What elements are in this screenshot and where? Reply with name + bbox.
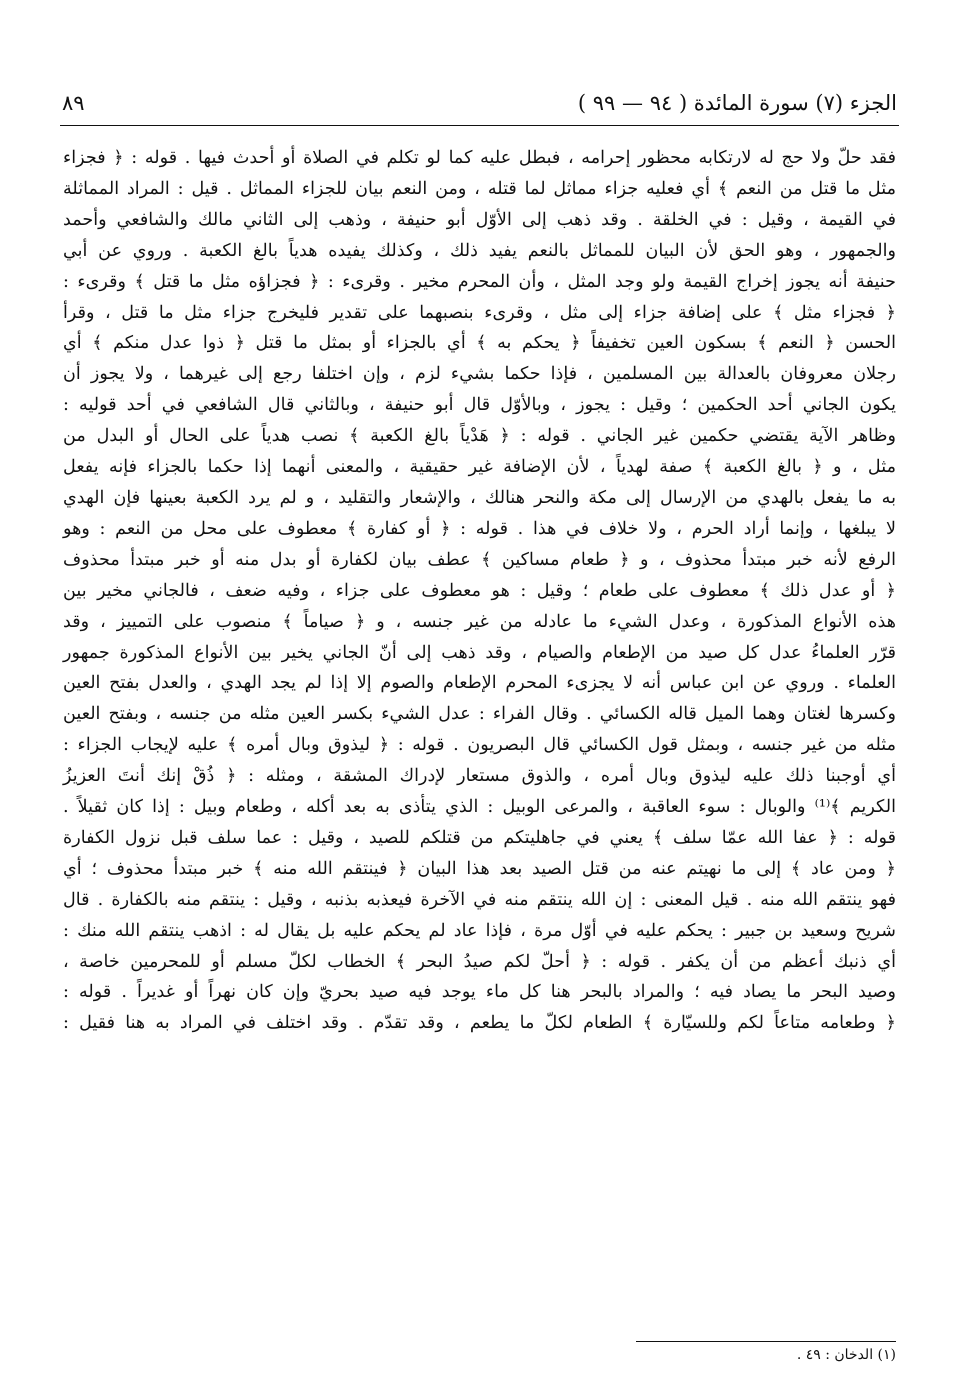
footnote-rule <box>636 1341 896 1342</box>
text-line: مثل ما قتل من النعم ﴾ أي فعليه جزاء مماثل لما قتله ، ومن النعم بيان للجزاء المماثل . قيل : المراد المماثلة <box>63 178 896 199</box>
text-line: الرفع لأنه خبر مبتدأ محذوف ، و ﴿ طعام مساكين ﴾ عطف بيان لكفارة أو بدل منه أو خبر مبتدأ محذوف <box>63 549 896 570</box>
text-line: لا يبلغها ، وإنما أراد الحرم ، ولا خلاف في هذا . قوله : ﴿ أو كفارة ﴾ معطوف على محل من النعم : وهو <box>63 518 896 539</box>
text-line: أي أوجبنا ذلك عليه ليذوق وبال أمره ، والذوق مستعار لإدراك المشقة ، ومثله : ﴿ ذُقْ إنك أنتَ العزيزُ <box>63 766 896 787</box>
text-line: ﴿ أو عدل ذلك ﴾ معطوف على طعام ؛ وقيل : هو معطوف على جزاء ، وفيه ضعف ، فالجاني مخير بين <box>63 580 896 601</box>
text-line: يكون الجاني أحد الحكمين ؛ وقيل : يجوز ، وبالأوّل قال أبو حنيفة ، وبالثاني قال الشافعي في أحد قوليه : <box>63 395 896 416</box>
text-line: الكريم ﴾⁽¹⁾ والوبال : سوء العاقبة ، والمرعى الوبيل : الذي يتأذى به بعد أكله ، وطعام وبيل : إذا كان ثقيلاً . <box>63 797 896 818</box>
text-line: ﴿ ومن عاد ﴾ إلى ما نهيتم عنه من قتل الصيد بعد هذا البيان ﴿ فينتقم الله منه ﴾ خبر مبتدأ محذوف ؛ أي <box>63 858 896 879</box>
text-line: وظاهر الآية يقتضي حكمين غير الجاني . قوله : ﴿ هَدْياً بالغ الكعبة ﴾ نصب هدياً على الحال أو البدل من <box>63 426 896 447</box>
running-title: الجزء (٧) سورة المائدة ( ٩٤ — ٩٩ ) <box>577 91 897 115</box>
text-line: في القيمة ، وقيل : في الخلقة . وقد ذهب إلى الأوّل أبو حنيفة ، وذهب إلى الثاني مالك والشافعي وأحمد <box>63 209 896 230</box>
text-line: قرّر العلماءُ عدل كل صيد من الإطعام والصيام ، وقد ذهب إلى أنّ الجاني يخير بين الأنواع المذكورة جمهور <box>63 642 896 663</box>
footnote: (١) الدخان : ٤٩ . <box>796 1347 896 1363</box>
text-line: والجمهور ، وهو الحق لأن البيان للمماثل بالنعم يفيد ذلك ، وكذلك يفيده هدياً بالغ الكعبة . وروي عن أبي <box>63 240 896 261</box>
text-line: مثله من غير جنسه ، وبمثل قول الكسائي قال البصريون . قوله : ﴿ ليذوق وبال أمره ﴾ عليه لإيجاب الجزاء : <box>63 735 896 756</box>
page-number: ٨٩ <box>62 91 85 115</box>
text-line: قوله : ﴿ عفا الله عمّا سلف ﴾ يعني في جاهليتكم من قتلكم للصيد ، وقيل : عما سلف قبل نزول الكفارة <box>63 827 896 848</box>
text-line: حنيفة أنه يجوز إخراج القيمة ولو وجد المثل ، وأن المحرم مخير . وقرىء : ﴿ فجزاؤه مثل ما قتل ﴾ وقرىء : <box>63 271 896 292</box>
text-line: هذه الأنواع المذكورة ، وعدل الشيء ما عادله من غير جنسه ، و ﴿ صياماً ﴾ منصوب على التمييز ، وقد <box>63 611 896 632</box>
text-line: شريح وسعيد بن جبير : يحكم عليه في أوّل مرة ، فإذا عاد لم يحكم عليه بل يقال له : اذهب ينتقم الله منك : <box>63 920 896 941</box>
text-line: وكسرها لغتان وهما الميل قاله الكسائي . وقال الفراء : عدل الشيء بكسر العين مثله من جنسه ، وبفتح العين <box>63 704 896 725</box>
text-line: رجلان معروفان بالعدالة بين المسلمين ، فإذا حكما بشيء لزم ، وإن اختلفا رجع إلى غيرهما ، ولا يجوز أن <box>63 364 896 385</box>
text-line: مثل ، و ﴿ بالغ الكعبة ﴾ صفة لهدياً ، لأن الإضافة غير حقيقية ، والمعنى أنهما إذا حكما بالجزاء فإنه يفعل <box>63 457 896 478</box>
header-rule <box>60 125 899 126</box>
text-line: ﴿ فجزاء مثل ﴾ على إضافة جزاء إلى مثل ، وقرىء بنصبهما على تقدير فليخرج جزاء مثل ما قتل ، وقرأ <box>63 302 896 323</box>
text-line: وصيد البحر ما يصاد فيه ؛ والمراد بالبحر هنا كل ماء يوجد فيه صيد بحريّ وإن كان نهراً أو غديراً . قوله : <box>63 982 896 1003</box>
text-line: أي ذنبك أعظم من أن يكفر . قوله : ﴿ أحلّ لكم صيدُ البحر ﴾ الخطاب لكلّ مسلم أو للمحرمين خاصة ، <box>63 951 896 972</box>
text-line: الحسن ﴿ النعم ﴾ بسكون العين تخفيفاً ﴿ يحكم به ﴾ أي بالجزاء أو بمثل ما قتل ﴿ ذوا عدل منكم ﴾ أي <box>63 333 896 354</box>
text-line: فقد حلّ ولا حج له لارتكابه محظور إحرامه ، فبطل عليه كما لو تكلم في الصلاة أو أحدث فيها . قوله : ﴿ فجزاء <box>63 148 896 168</box>
text-line: ﴿ وطعامه متاعاً لكم وللسيّارة ﴾ الطعام لكلّ ما يطعم ، وقد تقدّم . وقد اختلف في المراد به هنا فقيل : <box>63 1013 896 1034</box>
text-line: فهو ينتقم الله منه . قيل المعنى : إن الله ينتقم منه في الآخرة فيعذبه بذنبه ، وقيل : ينتقم منه بالكفارة . قال <box>63 889 896 910</box>
page-header <box>62 86 897 120</box>
text-line: به ما يفعل بالهدي من الإرسال إلى مكة والنحر هنالك ، والإشعار والتقليد ، و لم يرد الكعبة بعينها فإن الهدي <box>63 487 896 508</box>
commentary-text <box>63 143 896 1039</box>
text-line: العلماء . وروي عن ابن عباس أنه لا يجزىء المحرم الإطعام والصوم إلا إذا لم يجد الهدي ، والعدل بفتح العين <box>63 673 896 694</box>
